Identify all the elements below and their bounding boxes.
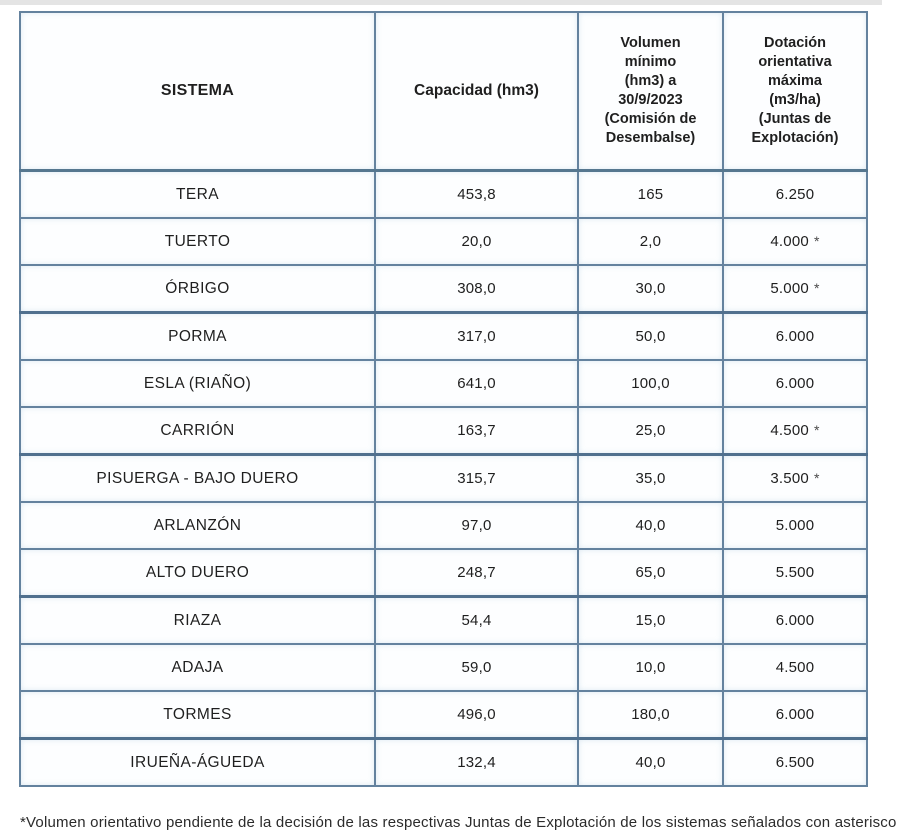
header-line: (m3/ha) bbox=[769, 92, 821, 108]
cell-value: CARRIÓN bbox=[160, 421, 235, 439]
cell-dotacion bbox=[723, 218, 867, 265]
cell-volumen bbox=[578, 360, 723, 407]
cell-dotacion bbox=[723, 313, 867, 361]
cell-value: RIAZA bbox=[173, 611, 222, 629]
cell-value: ESLA (RIAÑO) bbox=[143, 374, 252, 392]
cell-value: ÓRBIGO bbox=[165, 279, 230, 297]
cell-value: 30,0 bbox=[635, 280, 666, 297]
header-line: (Comisión de bbox=[604, 110, 697, 127]
cell-value: 6.000 bbox=[775, 328, 815, 345]
cell-value: 4.500 bbox=[770, 422, 809, 439]
cell-dotacion bbox=[723, 691, 867, 739]
table-row bbox=[20, 407, 867, 455]
header-line: Dotación bbox=[763, 35, 827, 52]
cell-volumen bbox=[578, 691, 723, 739]
table-row bbox=[20, 644, 867, 691]
table-row bbox=[20, 691, 867, 739]
cell-capacidad bbox=[375, 691, 578, 739]
cell-volumen bbox=[578, 407, 723, 455]
table-row bbox=[20, 739, 867, 787]
cell-sistema bbox=[20, 313, 375, 361]
cell-capacidad bbox=[375, 597, 578, 645]
cell-volumen bbox=[578, 171, 723, 219]
cell-dotacion bbox=[723, 739, 867, 787]
cell-sistema bbox=[20, 218, 375, 265]
header-line: 30/9/2023 bbox=[618, 92, 683, 108]
cell-value: 2,0 bbox=[639, 233, 662, 250]
cell-capacidad bbox=[375, 171, 578, 219]
cell-capacidad bbox=[375, 360, 578, 407]
cell-value: 54,4 bbox=[461, 612, 492, 629]
cell-volumen bbox=[578, 739, 723, 787]
cell-value: 40,0 bbox=[635, 754, 666, 771]
table-row bbox=[20, 502, 867, 549]
cell-volumen bbox=[578, 549, 723, 597]
header-line: mínimo bbox=[624, 54, 677, 71]
cell-value: 25,0 bbox=[635, 422, 666, 439]
cell-sistema bbox=[20, 360, 375, 407]
cell-value: 641,0 bbox=[457, 375, 496, 392]
table-row bbox=[20, 265, 867, 313]
cell-volumen bbox=[578, 218, 723, 265]
cell-value: 5.000 bbox=[770, 280, 809, 297]
cell-dotacion bbox=[723, 171, 867, 219]
cell-value: 315,7 bbox=[457, 470, 496, 487]
header-cell-capacidad bbox=[375, 12, 578, 171]
cell-value: 496,0 bbox=[457, 706, 496, 723]
cell-value: 5.000 bbox=[775, 517, 815, 534]
cell-dotacion bbox=[723, 455, 867, 503]
cell-value: 10,0 bbox=[635, 659, 666, 676]
header-line: (hm3) a bbox=[624, 73, 677, 90]
table-row bbox=[20, 455, 867, 503]
cell-volumen bbox=[578, 455, 723, 503]
cell-volumen bbox=[578, 502, 723, 549]
cell-value: IRUEÑA-ÁGUEDA bbox=[130, 753, 265, 771]
cell-dotacion bbox=[723, 407, 867, 455]
table-row bbox=[20, 360, 867, 407]
cell-value: 35,0 bbox=[635, 470, 666, 487]
cell-value: 3.500 bbox=[770, 470, 809, 487]
cell-value: 20,0 bbox=[461, 233, 492, 250]
cell-value: 15,0 bbox=[635, 612, 666, 629]
cell-value: ALTO DUERO bbox=[145, 563, 250, 581]
page-top-edge bbox=[0, 0, 882, 5]
cell-value: 6.250 bbox=[775, 186, 815, 203]
cell-value: 97,0 bbox=[461, 517, 492, 534]
cell-value: 6.000 bbox=[775, 612, 815, 629]
cell-capacidad bbox=[375, 455, 578, 503]
cell-value: PORMA bbox=[168, 327, 227, 345]
cell-value: 163,7 bbox=[457, 422, 496, 439]
cell-value: 50,0 bbox=[635, 328, 666, 345]
cell-value: 65,0 bbox=[635, 564, 666, 581]
cell-capacidad bbox=[375, 218, 578, 265]
header-line: SISTEMA bbox=[160, 82, 235, 99]
cell-value: 4.000 bbox=[770, 233, 809, 250]
cell-value: 4.500 bbox=[775, 659, 815, 676]
cell-value: 132,4 bbox=[457, 754, 496, 771]
table-row bbox=[20, 313, 867, 361]
cell-sistema bbox=[20, 265, 375, 313]
cell-value: ADAJA bbox=[171, 658, 224, 676]
cell-volumen bbox=[578, 265, 723, 313]
cell-volumen bbox=[578, 313, 723, 361]
cell-dotacion bbox=[723, 644, 867, 691]
reservoir-systems-table bbox=[19, 11, 868, 787]
cell-capacidad bbox=[375, 502, 578, 549]
cell-sistema bbox=[20, 502, 375, 549]
cell-capacidad bbox=[375, 265, 578, 313]
asterisk-marker: * bbox=[813, 422, 820, 438]
cell-value: 248,7 bbox=[457, 564, 496, 581]
cell-capacidad bbox=[375, 407, 578, 455]
header-line: Desembalse) bbox=[605, 129, 696, 146]
cell-capacidad bbox=[375, 313, 578, 361]
table-header bbox=[20, 12, 867, 171]
cell-value: 308,0 bbox=[457, 280, 496, 297]
cell-value: 100,0 bbox=[631, 375, 670, 392]
header-cell-dotacion bbox=[723, 12, 867, 171]
header-row bbox=[20, 12, 867, 171]
cell-value: 5.500 bbox=[775, 564, 815, 581]
cell-value: 165 bbox=[637, 186, 664, 203]
cell-value: TUERTO bbox=[164, 232, 231, 250]
cell-sistema bbox=[20, 597, 375, 645]
cell-value: 317,0 bbox=[457, 328, 496, 345]
cell-value: 6.500 bbox=[775, 754, 815, 771]
header-line: Capacidad (hm3) bbox=[414, 82, 539, 99]
cell-value: TERA bbox=[176, 185, 219, 203]
table-row bbox=[20, 218, 867, 265]
cell-dotacion bbox=[723, 265, 867, 313]
header-line: Explotación) bbox=[751, 129, 839, 146]
cell-volumen bbox=[578, 597, 723, 645]
cell-capacidad bbox=[375, 549, 578, 597]
cell-sistema bbox=[20, 644, 375, 691]
table-row bbox=[20, 597, 867, 645]
table-row bbox=[20, 171, 867, 219]
cell-volumen bbox=[578, 644, 723, 691]
cell-capacidad bbox=[375, 739, 578, 787]
asterisk-marker: * bbox=[813, 280, 820, 296]
header-cell-volumen bbox=[578, 12, 723, 171]
cell-capacidad bbox=[375, 644, 578, 691]
header-line: (Juntas de bbox=[758, 110, 832, 127]
footnote-clipped: *Volumen orientativo pendiente de la decisión de las respectivas Juntas de Explotación de los sistemas señalados con asterisco bbox=[20, 814, 897, 831]
asterisk-marker: * bbox=[813, 470, 820, 486]
cell-value: 40,0 bbox=[635, 517, 666, 534]
cell-sistema bbox=[20, 407, 375, 455]
header-cell-sistema bbox=[20, 12, 375, 171]
cell-value: ARLANZÓN bbox=[153, 516, 242, 534]
cell-value: 59,0 bbox=[461, 659, 492, 676]
cell-dotacion bbox=[723, 549, 867, 597]
table-body bbox=[20, 171, 867, 787]
cell-dotacion bbox=[723, 360, 867, 407]
cell-value: PISUERGA - BAJO DUERO bbox=[96, 469, 299, 487]
cell-sistema bbox=[20, 691, 375, 739]
header-line: Volumen bbox=[620, 35, 681, 52]
table-row bbox=[20, 549, 867, 597]
header-line: máxima bbox=[767, 73, 822, 90]
cell-dotacion bbox=[723, 597, 867, 645]
header-line: orientativa bbox=[758, 54, 832, 71]
cell-value: 180,0 bbox=[631, 706, 670, 723]
cell-value: TORMES bbox=[163, 705, 232, 723]
cell-value: 453,8 bbox=[457, 186, 496, 203]
cell-value: 6.000 bbox=[775, 706, 815, 723]
cell-value: 6.000 bbox=[775, 375, 815, 392]
cell-sistema bbox=[20, 549, 375, 597]
asterisk-marker: * bbox=[813, 233, 820, 249]
cell-sistema bbox=[20, 171, 375, 219]
cell-dotacion bbox=[723, 502, 867, 549]
cell-sistema bbox=[20, 455, 375, 503]
cell-sistema bbox=[20, 739, 375, 787]
